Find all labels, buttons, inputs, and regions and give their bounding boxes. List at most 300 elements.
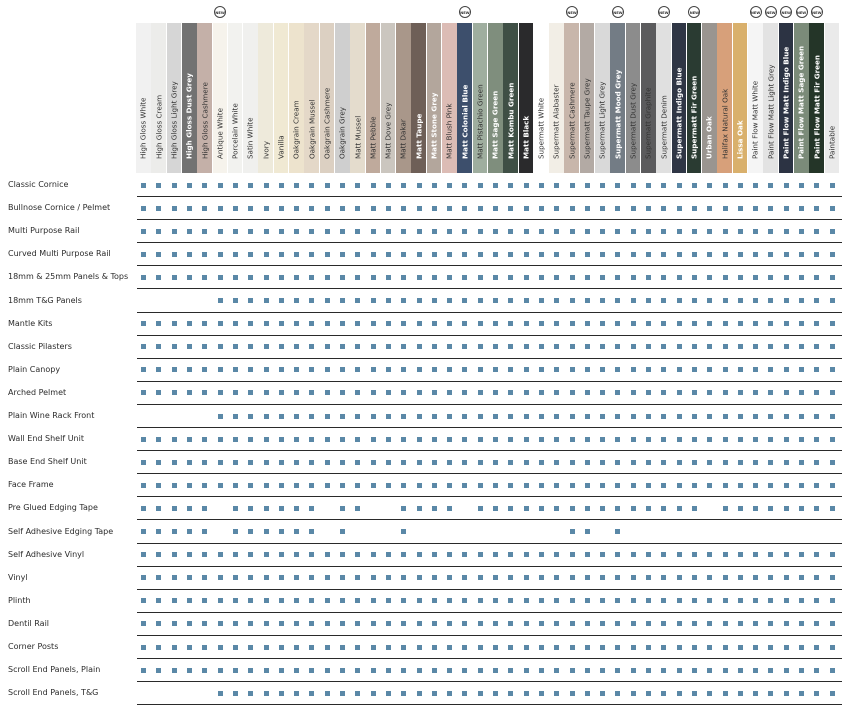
finish-name-label: Oakgrain Cashmere bbox=[322, 87, 332, 159]
availability-dot bbox=[707, 552, 712, 557]
availability-dot bbox=[631, 183, 636, 188]
availability-dot bbox=[738, 298, 743, 303]
availability-dot bbox=[447, 321, 452, 326]
availability-dot bbox=[570, 275, 575, 280]
finish-column-header bbox=[672, 23, 687, 173]
availability-dot bbox=[325, 598, 330, 603]
availability-dot bbox=[417, 552, 422, 557]
availability-dot bbox=[585, 229, 590, 234]
availability-dot bbox=[172, 437, 177, 442]
availability-dot bbox=[692, 206, 697, 211]
availability-dot bbox=[508, 552, 513, 557]
availability-dot bbox=[830, 414, 835, 419]
availability-dot bbox=[401, 183, 406, 188]
availability-dot bbox=[156, 367, 161, 372]
availability-dot bbox=[478, 252, 483, 257]
availability-dot bbox=[325, 229, 330, 234]
availability-dot bbox=[539, 367, 544, 372]
availability-dot bbox=[707, 298, 712, 303]
availability-dot bbox=[202, 437, 207, 442]
availability-dot bbox=[585, 483, 590, 488]
availability-dot bbox=[417, 183, 422, 188]
availability-dot bbox=[723, 229, 728, 234]
availability-dot bbox=[386, 621, 391, 626]
availability-dot bbox=[417, 598, 422, 603]
availability-dot bbox=[554, 575, 559, 580]
availability-dot bbox=[417, 668, 422, 673]
availability-dot bbox=[692, 506, 697, 511]
availability-dot bbox=[830, 321, 835, 326]
availability-dot bbox=[325, 437, 330, 442]
product-row-label: Vinyl bbox=[8, 572, 28, 582]
availability-dot bbox=[141, 183, 146, 188]
availability-dot bbox=[830, 645, 835, 650]
availability-dot bbox=[309, 252, 314, 257]
availability-dot bbox=[723, 598, 728, 603]
row-divider bbox=[137, 427, 842, 428]
availability-dot bbox=[615, 529, 620, 534]
availability-dot bbox=[707, 252, 712, 257]
row-divider bbox=[137, 473, 842, 474]
finish-column-header bbox=[167, 23, 182, 173]
availability-dot bbox=[462, 321, 467, 326]
availability-dot bbox=[661, 252, 666, 257]
availability-dot bbox=[753, 414, 758, 419]
availability-dot bbox=[325, 575, 330, 580]
availability-dot bbox=[264, 275, 269, 280]
row-divider bbox=[137, 543, 842, 544]
availability-dot bbox=[386, 645, 391, 650]
availability-dot bbox=[187, 229, 192, 234]
availability-dot bbox=[401, 506, 406, 511]
product-row-label: Plinth bbox=[8, 595, 31, 605]
availability-dot bbox=[218, 621, 223, 626]
availability-dot bbox=[646, 552, 651, 557]
availability-dot bbox=[799, 298, 804, 303]
availability-dot bbox=[554, 668, 559, 673]
availability-dot bbox=[830, 552, 835, 557]
availability-dot bbox=[738, 645, 743, 650]
availability-dot bbox=[371, 460, 376, 465]
availability-dot bbox=[202, 668, 207, 673]
availability-dot bbox=[570, 506, 575, 511]
availability-dot bbox=[707, 183, 712, 188]
availability-dot bbox=[570, 344, 575, 349]
availability-dot bbox=[631, 437, 636, 442]
availability-dot bbox=[417, 414, 422, 419]
product-row-label: Dentil Rail bbox=[8, 618, 50, 628]
availability-dot bbox=[156, 252, 161, 257]
row-divider bbox=[137, 681, 842, 682]
availability-dot bbox=[692, 645, 697, 650]
availability-dot bbox=[218, 414, 223, 419]
availability-dot bbox=[524, 390, 529, 395]
availability-dot bbox=[462, 367, 467, 372]
availability-dot bbox=[325, 552, 330, 557]
availability-dot bbox=[248, 275, 253, 280]
finish-name-label: High Gloss Dust Grey bbox=[184, 72, 194, 159]
availability-dot bbox=[172, 668, 177, 673]
availability-dot bbox=[309, 275, 314, 280]
availability-dot bbox=[707, 344, 712, 349]
availability-dot bbox=[646, 275, 651, 280]
availability-dot bbox=[753, 298, 758, 303]
availability-dot bbox=[585, 668, 590, 673]
availability-dot bbox=[156, 668, 161, 673]
availability-dot bbox=[218, 390, 223, 395]
finish-name-label: Matt Stone Grey bbox=[429, 92, 439, 159]
availability-dot bbox=[661, 460, 666, 465]
availability-dot bbox=[417, 344, 422, 349]
availability-dot bbox=[279, 598, 284, 603]
finish-column-header bbox=[350, 23, 365, 173]
finish-column-header bbox=[289, 23, 304, 173]
availability-dot bbox=[677, 575, 682, 580]
availability-dot bbox=[248, 575, 253, 580]
availability-dot bbox=[615, 275, 620, 280]
finish-name-label: Supermatt Cashmere bbox=[567, 82, 577, 159]
availability-dot bbox=[677, 252, 682, 257]
availability-dot bbox=[371, 321, 376, 326]
availability-dot bbox=[417, 460, 422, 465]
availability-dot bbox=[814, 206, 819, 211]
availability-dot bbox=[417, 506, 422, 511]
availability-dot bbox=[187, 575, 192, 580]
availability-dot bbox=[264, 298, 269, 303]
availability-dot bbox=[371, 183, 376, 188]
availability-dot bbox=[524, 691, 529, 696]
availability-dot bbox=[585, 645, 590, 650]
availability-dot bbox=[799, 552, 804, 557]
availability-dot bbox=[585, 691, 590, 696]
availability-dot bbox=[340, 621, 345, 626]
availability-dot bbox=[340, 506, 345, 511]
finish-column-header bbox=[825, 23, 840, 173]
availability-dot bbox=[677, 298, 682, 303]
availability-dot bbox=[340, 575, 345, 580]
availability-dot bbox=[554, 483, 559, 488]
availability-dot bbox=[646, 483, 651, 488]
availability-dot bbox=[570, 414, 575, 419]
row-divider bbox=[137, 704, 842, 705]
availability-dot bbox=[723, 206, 728, 211]
availability-dot bbox=[432, 414, 437, 419]
availability-dot bbox=[294, 321, 299, 326]
availability-dot bbox=[493, 344, 498, 349]
availability-dot bbox=[814, 668, 819, 673]
availability-dot bbox=[355, 621, 360, 626]
availability-dot bbox=[264, 414, 269, 419]
product-row-label: Scroll End Panels, Plain bbox=[8, 665, 101, 675]
availability-dot bbox=[570, 229, 575, 234]
finish-name-label: Supermatt Fir Green bbox=[689, 75, 699, 159]
availability-dot bbox=[156, 621, 161, 626]
availability-dot bbox=[600, 437, 605, 442]
availability-dot bbox=[462, 552, 467, 557]
availability-dot bbox=[585, 621, 590, 626]
availability-dot bbox=[554, 598, 559, 603]
row-divider bbox=[137, 196, 842, 197]
availability-dot bbox=[447, 298, 452, 303]
product-row-label: Self Adhesive Vinyl bbox=[8, 549, 85, 559]
availability-dot bbox=[661, 183, 666, 188]
availability-dot bbox=[172, 575, 177, 580]
availability-dot bbox=[600, 460, 605, 465]
product-row-label: Curved Multi Purpose Rail bbox=[8, 249, 111, 259]
availability-dot bbox=[539, 206, 544, 211]
availability-dot bbox=[248, 229, 253, 234]
availability-dot bbox=[799, 275, 804, 280]
availability-dot bbox=[830, 483, 835, 488]
availability-dot bbox=[661, 321, 666, 326]
availability-dot bbox=[218, 668, 223, 673]
availability-dot bbox=[524, 645, 529, 650]
availability-dot bbox=[202, 621, 207, 626]
availability-dot bbox=[401, 691, 406, 696]
availability-dot bbox=[294, 229, 299, 234]
availability-dot bbox=[738, 506, 743, 511]
availability-dot bbox=[570, 598, 575, 603]
availability-dot bbox=[432, 691, 437, 696]
availability-dot bbox=[386, 668, 391, 673]
availability-dot bbox=[202, 575, 207, 580]
availability-dot bbox=[355, 460, 360, 465]
availability-dot bbox=[325, 298, 330, 303]
availability-dot bbox=[768, 367, 773, 372]
availability-dot bbox=[264, 252, 269, 257]
availability-dot bbox=[386, 229, 391, 234]
availability-dot bbox=[202, 598, 207, 603]
finish-name-label: Porcelain White bbox=[230, 103, 240, 159]
availability-dot bbox=[585, 367, 590, 372]
availability-dot bbox=[371, 275, 376, 280]
availability-dot bbox=[371, 437, 376, 442]
availability-dot bbox=[615, 367, 620, 372]
availability-dot bbox=[447, 460, 452, 465]
availability-dot bbox=[294, 483, 299, 488]
availability-dot bbox=[325, 621, 330, 626]
availability-dot bbox=[631, 598, 636, 603]
finish-name-label: Matt Pistachio Green bbox=[475, 84, 485, 159]
availability-dot bbox=[371, 621, 376, 626]
availability-dot bbox=[585, 275, 590, 280]
finish-column-header bbox=[595, 23, 610, 173]
availability-dot bbox=[692, 437, 697, 442]
availability-dot bbox=[646, 414, 651, 419]
availability-dot bbox=[309, 414, 314, 419]
availability-dot bbox=[355, 321, 360, 326]
availability-dot bbox=[325, 390, 330, 395]
availability-dot bbox=[570, 668, 575, 673]
availability-dot bbox=[692, 552, 697, 557]
availability-dot bbox=[202, 506, 207, 511]
product-row-label: Plain Wine Rack Front bbox=[8, 411, 95, 420]
availability-dot bbox=[585, 321, 590, 326]
finish-column-header bbox=[457, 23, 472, 173]
availability-dot bbox=[233, 552, 238, 557]
finish-column-header bbox=[748, 23, 763, 173]
availability-dot bbox=[340, 645, 345, 650]
availability-dot bbox=[814, 414, 819, 419]
availability-dot bbox=[309, 437, 314, 442]
availability-dot bbox=[294, 691, 299, 696]
availability-dot bbox=[172, 321, 177, 326]
availability-dot bbox=[646, 575, 651, 580]
finish-column-header bbox=[763, 23, 778, 173]
finish-name-label: Matt Mussel bbox=[352, 115, 362, 159]
availability-dot bbox=[432, 390, 437, 395]
availability-dot bbox=[554, 275, 559, 280]
availability-dot bbox=[631, 506, 636, 511]
availability-dot bbox=[600, 621, 605, 626]
availability-dot bbox=[355, 645, 360, 650]
availability-dot bbox=[172, 367, 177, 372]
availability-dot bbox=[325, 414, 330, 419]
availability-dot bbox=[417, 367, 422, 372]
availability-dot bbox=[202, 275, 207, 280]
availability-dot bbox=[218, 437, 223, 442]
availability-dot bbox=[340, 206, 345, 211]
availability-dot bbox=[478, 183, 483, 188]
finish-name-label: High Gloss Cashmere bbox=[199, 81, 209, 159]
availability-dot bbox=[799, 344, 804, 349]
availability-dot bbox=[432, 598, 437, 603]
availability-dot bbox=[386, 598, 391, 603]
availability-dot bbox=[218, 229, 223, 234]
availability-dot bbox=[264, 552, 269, 557]
availability-dot bbox=[279, 252, 284, 257]
availability-dot bbox=[723, 298, 728, 303]
availability-dot bbox=[432, 275, 437, 280]
availability-dot bbox=[493, 206, 498, 211]
availability-dot bbox=[279, 575, 284, 580]
availability-dot bbox=[432, 183, 437, 188]
availability-dot bbox=[799, 645, 804, 650]
availability-dot bbox=[294, 275, 299, 280]
availability-dot bbox=[279, 668, 284, 673]
availability-dot bbox=[753, 460, 758, 465]
finish-column-header bbox=[228, 23, 243, 173]
availability-dot bbox=[325, 321, 330, 326]
availability-dot bbox=[294, 645, 299, 650]
availability-dot bbox=[417, 390, 422, 395]
availability-dot bbox=[401, 414, 406, 419]
availability-dot bbox=[340, 668, 345, 673]
availability-dot bbox=[600, 483, 605, 488]
availability-dot bbox=[508, 183, 513, 188]
availability-dot bbox=[615, 298, 620, 303]
availability-dot bbox=[141, 506, 146, 511]
availability-dot bbox=[493, 183, 498, 188]
availability-dot bbox=[417, 252, 422, 257]
availability-dot bbox=[707, 483, 712, 488]
availability-dot bbox=[493, 298, 498, 303]
availability-dot bbox=[600, 390, 605, 395]
availability-dot bbox=[309, 183, 314, 188]
availability-dot bbox=[447, 275, 452, 280]
availability-dot bbox=[738, 437, 743, 442]
finish-column-header bbox=[304, 23, 319, 173]
availability-dot bbox=[371, 344, 376, 349]
availability-dot bbox=[141, 437, 146, 442]
finish-name-label: High Gloss Light Grey bbox=[169, 80, 179, 159]
availability-dot bbox=[738, 367, 743, 372]
availability-dot bbox=[340, 483, 345, 488]
availability-dot bbox=[355, 668, 360, 673]
availability-dot bbox=[600, 506, 605, 511]
availability-dot bbox=[799, 575, 804, 580]
availability-dot bbox=[707, 414, 712, 419]
finish-name-label: Matt Colonial Blue bbox=[460, 84, 470, 159]
availability-dot bbox=[478, 598, 483, 603]
availability-dot bbox=[264, 390, 269, 395]
row-divider bbox=[137, 658, 842, 659]
availability-dot bbox=[187, 437, 192, 442]
availability-dot bbox=[340, 390, 345, 395]
availability-dot bbox=[233, 575, 238, 580]
availability-dot bbox=[508, 460, 513, 465]
availability-dot bbox=[753, 645, 758, 650]
availability-dot bbox=[294, 252, 299, 257]
availability-dot bbox=[233, 529, 238, 534]
availability-dot bbox=[508, 321, 513, 326]
availability-dot bbox=[768, 645, 773, 650]
availability-dot bbox=[615, 206, 620, 211]
availability-dot bbox=[233, 252, 238, 257]
availability-dot bbox=[279, 645, 284, 650]
availability-dot bbox=[830, 460, 835, 465]
availability-dot bbox=[478, 414, 483, 419]
availability-dot bbox=[570, 183, 575, 188]
availability-dot bbox=[447, 575, 452, 580]
availability-dot bbox=[524, 206, 529, 211]
availability-dot bbox=[462, 390, 467, 395]
availability-dot bbox=[432, 206, 437, 211]
availability-dot bbox=[677, 344, 682, 349]
availability-dot bbox=[187, 598, 192, 603]
availability-dot bbox=[707, 575, 712, 580]
availability-dot bbox=[830, 183, 835, 188]
finish-column-header bbox=[335, 23, 350, 173]
availability-dot bbox=[661, 552, 666, 557]
availability-dot bbox=[570, 460, 575, 465]
availability-dot bbox=[631, 414, 636, 419]
availability-dot bbox=[478, 321, 483, 326]
availability-dot bbox=[784, 645, 789, 650]
availability-dot bbox=[462, 645, 467, 650]
availability-dot bbox=[692, 668, 697, 673]
availability-dot bbox=[432, 621, 437, 626]
availability-dot bbox=[309, 229, 314, 234]
availability-dot bbox=[172, 460, 177, 465]
availability-dot bbox=[524, 367, 529, 372]
availability-dot bbox=[187, 367, 192, 372]
availability-dot bbox=[248, 645, 253, 650]
finish-name-label: Matt Sage Green bbox=[490, 90, 500, 159]
finish-name-label: Paint Flow Matt Indigo Blue bbox=[781, 46, 791, 159]
availability-dot bbox=[570, 529, 575, 534]
finish-column-header bbox=[243, 23, 258, 173]
finish-name-label: Supermatt Alabaster bbox=[551, 84, 561, 159]
availability-dot bbox=[753, 506, 758, 511]
availability-dot bbox=[661, 414, 666, 419]
availability-dot bbox=[401, 621, 406, 626]
availability-dot bbox=[264, 691, 269, 696]
availability-dot bbox=[478, 275, 483, 280]
availability-dot bbox=[417, 691, 422, 696]
availability-dot bbox=[279, 621, 284, 626]
availability-dot bbox=[141, 483, 146, 488]
